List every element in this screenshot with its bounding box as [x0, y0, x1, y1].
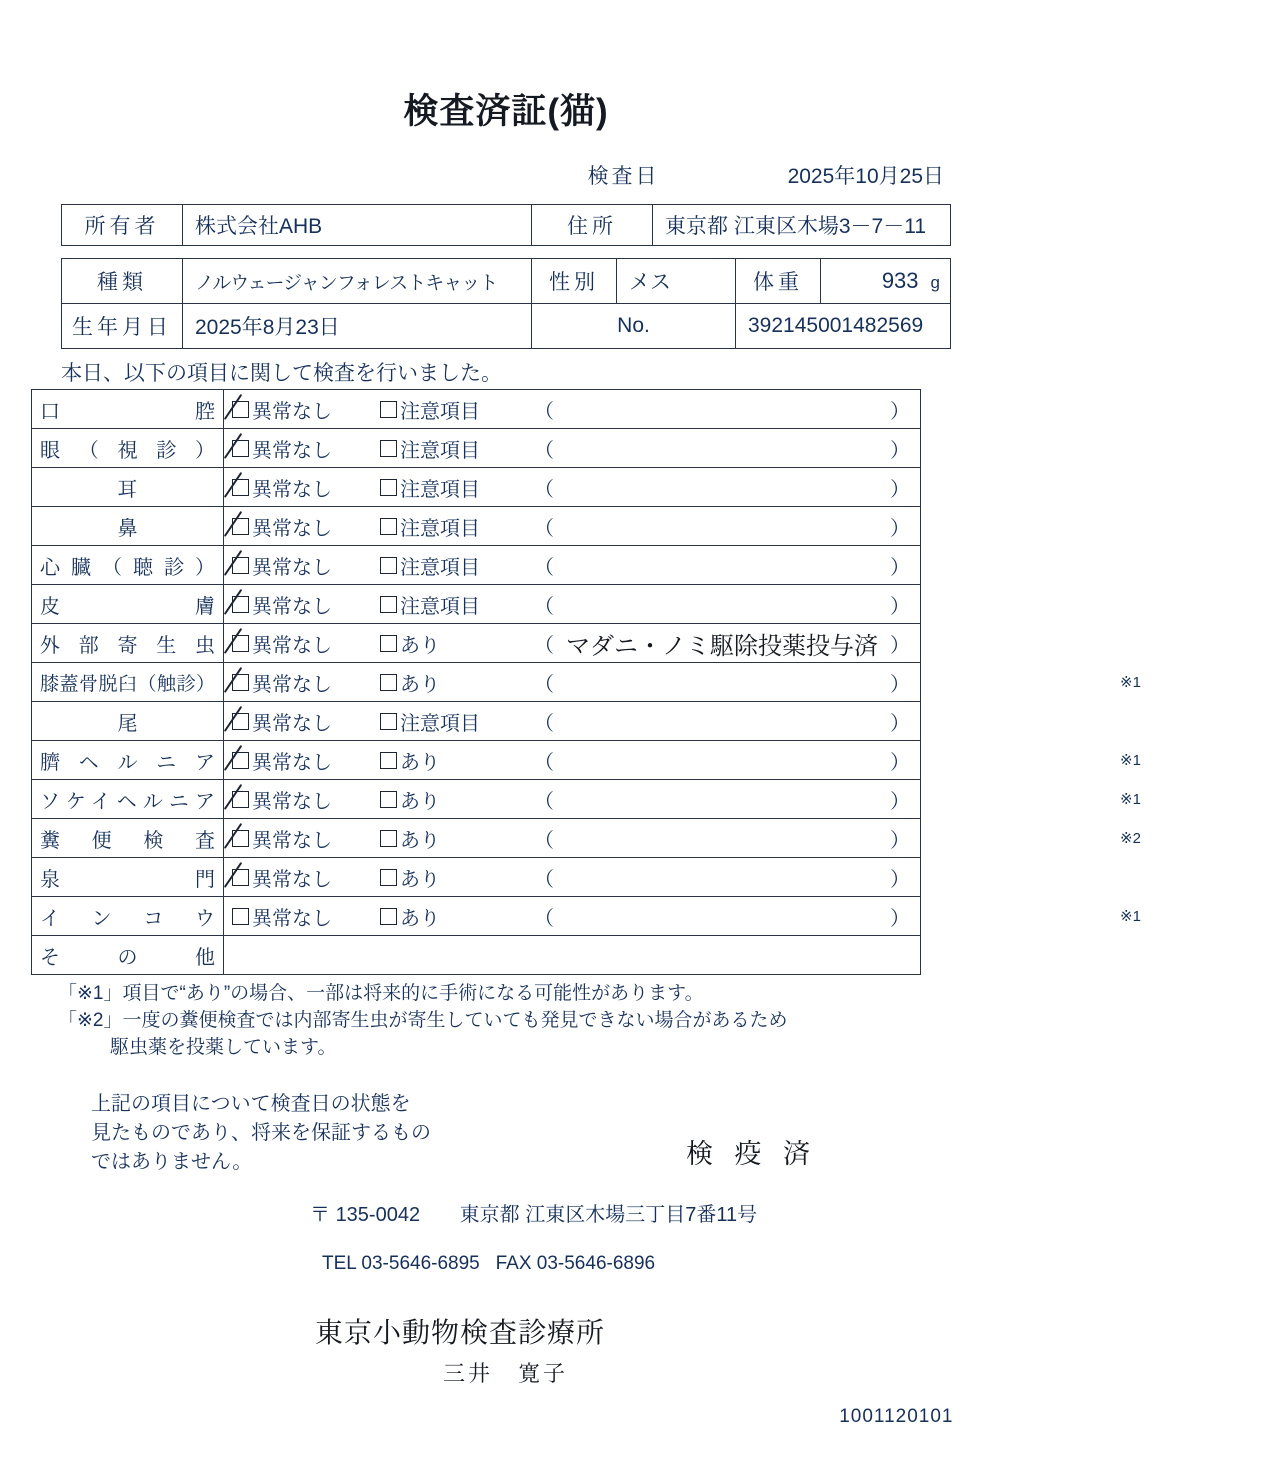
- checkbox-checked-icon[interactable]: [232, 440, 249, 457]
- checklist-item-label: 皮膚: [32, 585, 224, 624]
- breed-label: 種類: [62, 259, 183, 304]
- checkbox-option-normal[interactable]: [224, 434, 380, 463]
- info-table: [61, 258, 951, 349]
- paren-close: ）: [890, 400, 910, 423]
- checklist-item-label: ソケイヘルニア: [32, 780, 224, 819]
- checkbox-label-secondary: あり: [400, 790, 440, 813]
- paren-open: （: [534, 673, 554, 696]
- checklist-note-area[interactable]: [530, 746, 920, 775]
- no-value: 392145001482569: [736, 304, 951, 349]
- checkbox-option-secondary[interactable]: [380, 629, 530, 658]
- checklist-note-text: マダニ・ノミ駆除投薬投与済: [566, 632, 878, 660]
- paren-open: （: [534, 907, 554, 930]
- paren-close: ）: [890, 751, 910, 774]
- checklist-note-area[interactable]: [530, 434, 920, 463]
- checkbox-empty-icon[interactable]: [380, 440, 397, 457]
- checklist-item-options: [224, 468, 921, 507]
- table-row: [62, 205, 951, 246]
- checklist-note-area[interactable]: [530, 512, 920, 541]
- table-row: [32, 897, 921, 936]
- checkbox-empty-icon[interactable]: [380, 518, 397, 535]
- checkbox-checked-icon[interactable]: [232, 596, 249, 613]
- paren-open: （: [534, 556, 554, 579]
- checklist-item-label: 糞便検査: [32, 819, 224, 858]
- checkbox-checked-icon[interactable]: [232, 752, 249, 769]
- sex-value: メス: [617, 259, 736, 304]
- checklist-wrap: [31, 389, 1141, 975]
- checkbox-option-normal[interactable]: [224, 395, 380, 424]
- checklist-item-options: [224, 663, 1141, 702]
- clinic-contact-line: [310, 1253, 1260, 1275]
- page-title: 検査済証(猫): [403, 92, 609, 131]
- checklist-item-options: [224, 390, 921, 429]
- checkbox-empty-icon[interactable]: [380, 635, 397, 652]
- checkbox-option-secondary[interactable]: [380, 668, 530, 697]
- paren-close: ）: [890, 595, 910, 618]
- footnote-marker: ※1: [1120, 752, 1141, 769]
- doctor-name: 三井 寛子: [443, 1361, 569, 1387]
- checklist-note-area[interactable]: [530, 863, 920, 892]
- checkbox-option-normal[interactable]: [224, 785, 380, 814]
- checklist-other-label: その他: [32, 936, 224, 975]
- checklist-note-area[interactable]: [530, 824, 920, 853]
- clinic-address-block: [0, 1198, 1260, 1275]
- intro-text: 本日、以下の項目に関して検査を行いました。: [61, 362, 502, 385]
- document-serial: 1001120101: [839, 1406, 954, 1428]
- checklist-item-label: 尾: [32, 702, 224, 741]
- checkbox-checked-icon[interactable]: [232, 830, 249, 847]
- paren-close: ）: [890, 634, 910, 657]
- checklist-item-options: [224, 507, 921, 546]
- table-row: [32, 546, 921, 585]
- checkbox-label-normal: 異常なし: [252, 673, 332, 696]
- table-row: [32, 624, 921, 663]
- checklist-note-area[interactable]: [530, 473, 920, 502]
- table-row: [62, 304, 951, 349]
- checkbox-option-secondary[interactable]: [380, 473, 530, 502]
- checkbox-label-secondary: あり: [400, 673, 440, 696]
- checkbox-label-normal: 異常なし: [252, 907, 332, 930]
- checkbox-option-normal[interactable]: [224, 668, 380, 697]
- table-row: [32, 702, 921, 741]
- exam-date-value: 2025年10月25日: [787, 165, 944, 188]
- checkbox-label-normal: 異常なし: [252, 868, 332, 891]
- checkbox-label-normal: 異常なし: [252, 751, 332, 774]
- checklist-item-options: [224, 624, 921, 663]
- checkbox-label-normal: 異常なし: [252, 712, 332, 735]
- checkbox-empty-icon[interactable]: [380, 557, 397, 574]
- checkbox-empty-icon[interactable]: [380, 791, 397, 808]
- quarantine-stamp: 検 疫 済: [686, 1139, 818, 1170]
- checklist-note-area[interactable]: [530, 785, 920, 814]
- checkbox-label-normal: 異常なし: [252, 790, 332, 813]
- checklist-item-label: 心臓（聴診）: [32, 546, 224, 585]
- checkbox-option-secondary[interactable]: [380, 824, 530, 853]
- table-row: [32, 390, 921, 429]
- footnote-1: 「※1」項目で“あり”の場合、一部は将来的に手術になる可能性があります。: [58, 983, 704, 1004]
- checkbox-empty-icon[interactable]: [380, 401, 397, 418]
- checklist-note-area[interactable]: [530, 551, 920, 580]
- weight-value-cell: [821, 259, 951, 304]
- checkbox-empty-icon[interactable]: [232, 908, 249, 925]
- paren-close: ）: [890, 712, 910, 735]
- checklist-item-options: [224, 858, 921, 897]
- checkbox-label-secondary: あり: [400, 634, 440, 657]
- disclaimer-line-2: 見たものであり、将来を保証するもの: [91, 1122, 431, 1145]
- checkbox-label-normal: 異常なし: [252, 829, 332, 852]
- info-table-wrap: [61, 258, 951, 349]
- checkbox-checked-icon[interactable]: [232, 791, 249, 808]
- clinic-fax: FAX 03-5646-6896: [495, 1253, 656, 1275]
- table-row: [32, 780, 921, 819]
- paren-open: （: [534, 868, 554, 891]
- checklist-item-label: 鼻: [32, 507, 224, 546]
- checklist-item-options: [224, 780, 1141, 819]
- checkbox-label-normal: 異常なし: [252, 400, 332, 423]
- checklist-item-options: [224, 546, 921, 585]
- footnote-marker: ※1: [1120, 908, 1141, 925]
- checkbox-empty-icon[interactable]: [380, 908, 397, 925]
- checklist-table: [31, 389, 1141, 975]
- table-row: [62, 259, 951, 304]
- checkbox-checked-icon[interactable]: [232, 401, 249, 418]
- checkbox-empty-icon[interactable]: [380, 713, 397, 730]
- checkbox-option-secondary[interactable]: [380, 512, 530, 541]
- checkbox-label-secondary: 注意項目: [400, 517, 480, 540]
- checkbox-label-secondary: 注意項目: [400, 712, 480, 735]
- paren-open: （: [534, 790, 554, 813]
- paren-open: （: [534, 439, 554, 462]
- paren-close: ）: [890, 790, 910, 813]
- owner-value: 株式会社AHB: [183, 205, 532, 246]
- checklist-item-options: [224, 897, 1141, 936]
- checklist-note-area[interactable]: [530, 668, 920, 697]
- owner-table-wrap: [61, 204, 951, 246]
- paren-open: （: [534, 751, 554, 774]
- address-label: 住所: [532, 205, 653, 246]
- table-row: [32, 741, 921, 780]
- paren-close: ）: [890, 829, 910, 852]
- weight-unit: g: [930, 273, 940, 292]
- checkbox-option-secondary[interactable]: [380, 395, 530, 424]
- checkbox-checked-icon[interactable]: [232, 674, 249, 691]
- checkbox-label-normal: 異常なし: [252, 517, 332, 540]
- checklist-note-area[interactable]: [530, 707, 920, 736]
- no-label: No.: [532, 304, 736, 349]
- checklist-item-options: [224, 585, 921, 624]
- checkbox-checked-icon[interactable]: [232, 713, 249, 730]
- paren-open: （: [534, 400, 554, 423]
- checkbox-label-normal: 異常なし: [252, 634, 332, 657]
- paren-close: ）: [890, 907, 910, 930]
- checklist-item-label: 外部寄生虫: [32, 624, 224, 663]
- checkbox-label-normal: 異常なし: [252, 439, 332, 462]
- checkbox-option-secondary[interactable]: [380, 551, 530, 580]
- paren-close: ）: [890, 673, 910, 696]
- checkbox-option-normal[interactable]: [224, 902, 380, 931]
- clinic-address-text: 東京都 江東区木場三丁目7番11号: [459, 1204, 758, 1227]
- checkbox-label-normal: 異常なし: [252, 556, 332, 579]
- checkbox-option-normal[interactable]: [224, 707, 380, 736]
- table-row: [32, 585, 921, 624]
- checklist-note-area[interactable]: [530, 902, 920, 931]
- checklist-note-area[interactable]: [530, 626, 920, 661]
- paren-open: （: [534, 829, 554, 852]
- clinic-postal-line: [310, 1198, 1260, 1227]
- footnote-marker: ※1: [1120, 674, 1141, 691]
- table-row: [32, 507, 921, 546]
- clinic-name: 東京小動物検査診療所: [315, 1317, 606, 1349]
- paren-close: ）: [890, 517, 910, 540]
- exam-date-label: 検査日: [587, 165, 660, 188]
- checkbox-option-secondary[interactable]: [380, 785, 530, 814]
- checkbox-empty-icon[interactable]: [380, 596, 397, 613]
- checkbox-empty-icon[interactable]: [380, 869, 397, 886]
- clinic-tel: TEL 03-5646-6895: [322, 1253, 480, 1275]
- checkbox-option-normal[interactable]: [224, 473, 380, 502]
- disclaimer-line-3: ではありません。: [91, 1151, 253, 1174]
- checkbox-label-secondary: 注意項目: [400, 556, 480, 579]
- checkbox-label-secondary: あり: [400, 751, 440, 774]
- checkbox-option-secondary[interactable]: [380, 707, 530, 736]
- paren-close: ）: [890, 478, 910, 501]
- checkbox-option-normal[interactable]: [224, 512, 380, 541]
- paren-open: （: [534, 634, 554, 657]
- checklist-item-label: 眼（視診）: [32, 429, 224, 468]
- checkbox-empty-icon[interactable]: [380, 752, 397, 769]
- checkbox-label-secondary: 注意項目: [400, 478, 480, 501]
- checkbox-option-normal[interactable]: [224, 824, 380, 853]
- checkbox-option-secondary[interactable]: [380, 590, 530, 619]
- checklist-note-area[interactable]: [530, 395, 920, 424]
- disclaimer-stamp-area: [31, 1090, 981, 1186]
- table-row: [32, 663, 921, 702]
- table-row: [32, 858, 921, 897]
- footnote-marker: ※2: [1120, 830, 1141, 847]
- checkbox-label-secondary: 注意項目: [400, 439, 480, 462]
- paren-open: （: [534, 595, 554, 618]
- checklist-item-options: [224, 702, 921, 741]
- birth-label: 生年月日: [62, 304, 183, 349]
- breed-value: ノルウェージャンフォレストキャット: [183, 259, 532, 304]
- weight-value: 933: [881, 268, 919, 293]
- exam-date-row: [0, 160, 1012, 190]
- checkbox-empty-icon[interactable]: [380, 830, 397, 847]
- disclaimer: [91, 1090, 431, 1177]
- checkbox-option-normal[interactable]: [224, 551, 380, 580]
- checkbox-label-secondary: あり: [400, 907, 440, 930]
- table-row: [32, 429, 921, 468]
- clinic-block: [0, 1311, 1265, 1388]
- checkbox-empty-icon[interactable]: [380, 674, 397, 691]
- sex-label: 性別: [532, 259, 617, 304]
- table-row: [32, 936, 921, 975]
- footnote-2: 「※2」一度の糞便検査では内部寄生虫が寄生していても発見できない場合があるため: [58, 1010, 788, 1032]
- checkbox-checked-icon[interactable]: [232, 869, 249, 886]
- checkbox-label-normal: 異常なし: [252, 595, 332, 618]
- table-row: [32, 819, 921, 858]
- owner-table: [61, 204, 951, 246]
- paren-open: （: [534, 712, 554, 735]
- checklist-item-label: 口腔: [32, 390, 224, 429]
- checkbox-option-secondary[interactable]: [380, 434, 530, 463]
- checkbox-option-normal[interactable]: [224, 590, 380, 619]
- checkbox-option-secondary[interactable]: [380, 746, 530, 775]
- checkbox-checked-icon[interactable]: [232, 518, 249, 535]
- checkbox-checked-icon[interactable]: [232, 479, 249, 496]
- checkbox-label-secondary: 注意項目: [400, 595, 480, 618]
- postal-mark-icon: 〒 135-0042: [310, 1204, 421, 1227]
- footnote-3: 駆虫薬を投薬しています。: [110, 1037, 337, 1059]
- checkbox-label-secondary: あり: [400, 829, 440, 852]
- checklist-item-options: [224, 429, 921, 468]
- checklist-item-label: 耳: [32, 468, 224, 507]
- checkbox-empty-icon[interactable]: [380, 479, 397, 496]
- paren-close: ）: [890, 556, 910, 579]
- checklist-item-label: インコウ: [32, 897, 224, 936]
- checkbox-label-secondary: 注意項目: [400, 400, 480, 423]
- checklist-item-label: 泉門: [32, 858, 224, 897]
- address-value: 東京都 江東区木場3－7－11: [653, 205, 951, 246]
- checklist-item-label: 膝蓋骨脱臼（触診）: [32, 663, 224, 702]
- footnote-marker: ※1: [1120, 791, 1141, 808]
- checklist-item-label: 臍ヘルニア: [32, 741, 224, 780]
- checkbox-checked-icon[interactable]: [232, 557, 249, 574]
- checkbox-option-secondary[interactable]: [380, 902, 530, 931]
- table-row: [32, 468, 921, 507]
- weight-label: 体重: [736, 259, 821, 304]
- paren-close: ）: [890, 868, 910, 891]
- checkbox-option-normal[interactable]: [224, 863, 380, 892]
- checkbox-label-normal: 異常なし: [252, 478, 332, 501]
- checkbox-option-normal[interactable]: [224, 629, 380, 658]
- checklist-other-value[interactable]: [224, 936, 921, 975]
- paren-open: （: [534, 478, 554, 501]
- checkbox-label-secondary: あり: [400, 868, 440, 891]
- checklist-note-area[interactable]: [530, 590, 920, 619]
- checklist-item-options: [224, 741, 1141, 780]
- owner-label: 所有者: [62, 205, 183, 246]
- checkbox-option-normal[interactable]: [224, 746, 380, 775]
- paren-open: （: [534, 517, 554, 540]
- checkbox-option-secondary[interactable]: [380, 863, 530, 892]
- paren-close: ）: [890, 439, 910, 462]
- checklist-item-options: [224, 819, 1141, 858]
- footnotes: [54, 981, 958, 1060]
- birth-value: 2025年8月23日: [183, 304, 532, 349]
- checkbox-checked-icon[interactable]: [232, 635, 249, 652]
- disclaimer-line-1: 上記の項目について検査日の状態を: [91, 1093, 411, 1116]
